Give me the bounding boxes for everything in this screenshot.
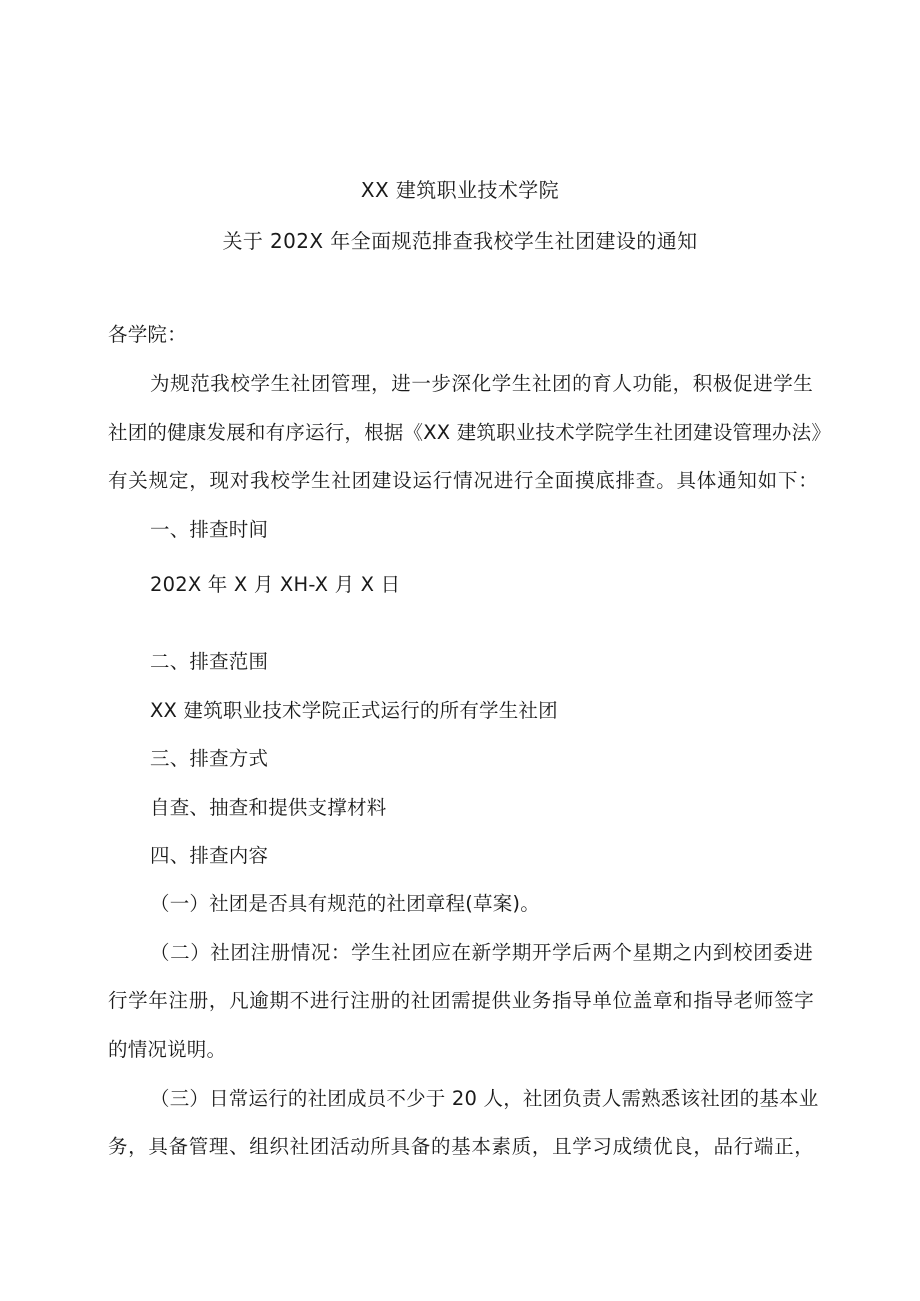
- section-heading-method: 三、排查方式: [150, 747, 269, 770]
- section-text-method: 自查、抽查和提供支撑材料: [150, 796, 387, 819]
- content-item-2-line-2: 行学年注册，凡逾期不进行注册的社团需提供业务指导单位盖章和指导老师签字: [108, 989, 814, 1012]
- section-text-time: 202X 年 X 月 XH-X 月 X 日: [150, 573, 401, 596]
- content-item-3-line-2: 务，具备管理、组织社团活动所具备的基本素质，且学习成绩优良，品行端正，: [108, 1135, 814, 1158]
- intro-line-1: 为规范我校学生社团管理，进一步深化学生社团的育人功能，积极促进学生: [150, 372, 813, 395]
- content-item-1: （一）社团是否具有规范的社团章程(草案)。: [150, 892, 540, 915]
- section-heading-scope: 二、排查范围: [150, 650, 269, 673]
- intro-line-3: 有关规定，现对我校学生社团建设运行情况进行全面摸底排查。具体通知如下：: [108, 469, 818, 492]
- section-heading-content: 四、排查内容: [150, 844, 269, 867]
- intro-line-2: 社团的健康发展和有序运行，根据《XX 建筑职业技术学院学生社团建设管理办法》: [108, 421, 832, 444]
- content-item-2-line-3: 的情况说明。: [108, 1038, 227, 1061]
- content-item-3-line-1: （三）日常运行的社团成员不少于 20 人，社团负责人需熟悉该社团的基本业: [150, 1087, 819, 1110]
- content-item-2-line-1: （二）社团注册情况：学生社团应在新学期开学后两个星期之内到校团委进: [150, 941, 813, 964]
- document-title-institution: XX 建筑职业技术学院: [360, 178, 560, 202]
- salutation: 各学院：: [108, 323, 187, 346]
- section-heading-time: 一、排查时间: [150, 518, 269, 541]
- document-title-subject: 关于 202X 年全面规范排查我校学生社团建设的通知: [222, 229, 698, 253]
- section-text-scope: XX 建筑职业技术学院正式运行的所有学生社团: [150, 699, 558, 722]
